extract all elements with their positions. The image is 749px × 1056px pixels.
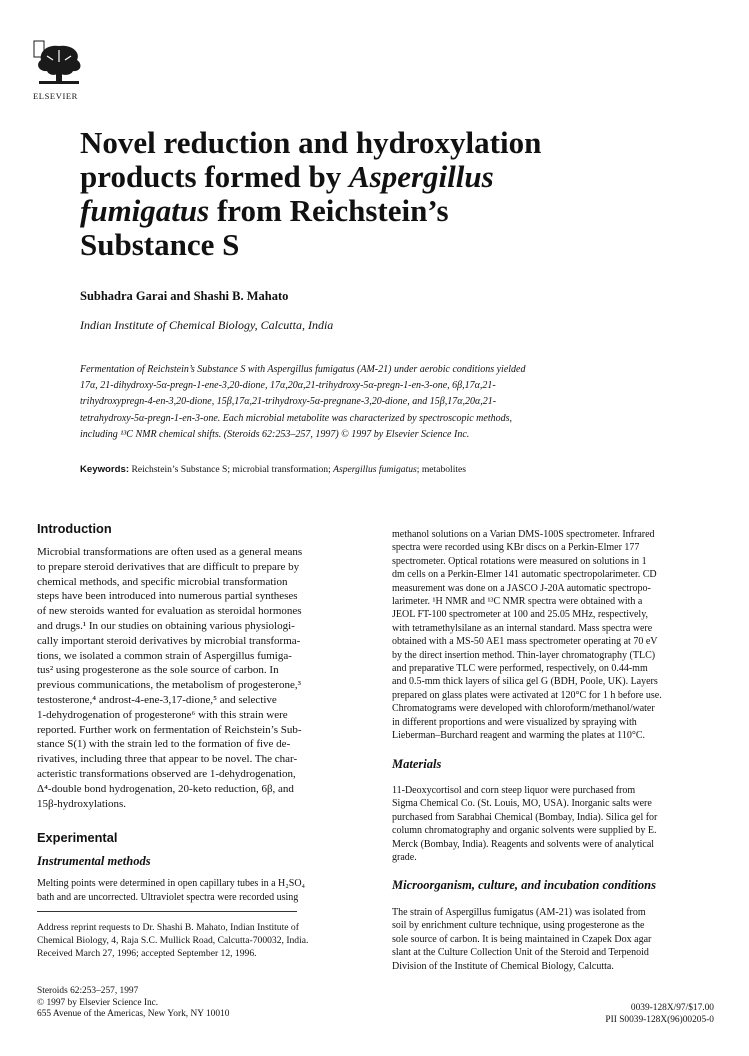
author-list: Subhadra Garai and Shashi B. Mahato: [80, 289, 289, 303]
text-line: 11-Deoxycortisol and corn steep liquor were purchased from: [392, 785, 636, 796]
text-line: sole source of carbon. It is being maintained in Czapek Dox agar: [392, 933, 652, 945]
footer-line: 655 Avenue of the Americas, New York, NY 10010: [37, 1009, 230, 1019]
footer-line: PII S0039-128X(96)00205-0: [605, 1014, 714, 1025]
text-line: in different proportions and were visualized by spraying with: [392, 716, 637, 728]
footer-line: 0039-128X/97/$17.00: [630, 1003, 714, 1013]
elsevier-tree-logo: [33, 40, 85, 88]
issn-pii-footer: [520, 1003, 714, 1026]
text-line: spectra were recorded using KBr discs on a Perkin-Elmer 177: [392, 542, 640, 554]
text-line: steps have been introduced into numerous partial syntheses: [37, 590, 298, 603]
footnote-line: Address reprint requests to Dr. Shashi B. Mahato, Indian Institute of: [37, 922, 299, 933]
text-line: slant at the Culture Collection Unit of the Steroid and Terpenoid: [392, 947, 649, 959]
text-line: tus² using progesterone as the sole source of carbon. In: [37, 664, 279, 677]
abstract: [80, 362, 680, 443]
text-line: with tetramethylsilane as an internal standard. Mass spectra were: [392, 622, 653, 634]
text-line: cally important steroid derivatives by microbial transforma-: [37, 634, 301, 647]
text-line: rivatives, including three that appear to be novel. The char-: [37, 753, 298, 766]
title-line-4: Substance S: [80, 227, 240, 262]
abstract-line: tetrahydroxy-5α-pregn-1-en-3-one. Each microbial metabolite was characterized by spectroscopic methods,: [80, 412, 512, 424]
abstract-line: including ¹³C NMR chemical shifts. (Steroids 62:253–257, 1997) © 1997 by Elsevier Science Inc.: [80, 428, 470, 440]
text-line: of new steroids wanted for evaluation as steroidal hormones: [37, 605, 302, 618]
keywords-label: Keywords:: [80, 464, 130, 475]
text-line: purchased from Sarabhai Chemical (Bombay, India). Silica gel for: [392, 811, 658, 823]
text-line: 15β-hydroxylations.: [37, 797, 127, 810]
abstract-line: 17α, 21-dihydroxy-5α-pregn-1-ene-3,20-dione, 17α,20α,21-trihydroxy-5α-pregn-1-en-3-one, 6β,17α,21-: [80, 380, 496, 392]
text-line: Merck (Bombay, India). Reagents and solvents were of analytical: [392, 838, 655, 850]
footnote-divider: [37, 911, 297, 912]
text-line: and preparative TLC were performed, respectively, on 0.44-mm: [392, 663, 648, 675]
text-line: measurement was done on a JASCO J-20A automatic spectropo-: [392, 582, 651, 594]
text-line: by the direct insertion method. Thin-layer chromatography (TLC): [392, 649, 656, 661]
journal-citation-footer: [37, 986, 229, 1021]
text-line: Chromatograms were developed with chloroform/methanol/water: [392, 703, 655, 715]
footnote-line: Received March 27, 1996; accepted September 12, 1996.: [37, 948, 257, 960]
abstract-line: Fermentation of Reichstein’s Substance S with Aspergillus fumigatus (AM-21) under aerobic conditions yielded: [80, 364, 526, 375]
text-line: chemical methods, and specific microbial transformation: [37, 575, 288, 588]
correspondence-footnote: [37, 921, 308, 961]
text-line: grade.: [392, 852, 417, 864]
title-line-1: Novel reduction and hydroxylation: [80, 125, 542, 160]
text-line: tions, we isolated a common strain of Aspergillus fumiga-: [37, 649, 292, 662]
text-line: The strain of Aspergillus fumigatus (AM-21) was isolated from: [392, 907, 646, 918]
keywords: Keywords: Reichstein’s Substance S; microbial transformation; Aspergillus fumigatus; metabolites: [80, 464, 467, 475]
materials-text: [392, 784, 657, 864]
microorganism-text: [392, 906, 651, 973]
text-line: JEOL FT-100 spectrometer at 100 and 25.05 MHz, respectively,: [392, 609, 649, 621]
footer-line: © 1997 by Elsevier Science Inc.: [37, 997, 159, 1008]
text-line: Δ⁴-double bond hydrogenation, 20-keto reduction, 6β, and: [37, 782, 294, 795]
instrumental-methods-text: [37, 877, 305, 904]
text-line: bath and are uncorrected. Ultraviolet spectra were recorded using: [37, 891, 299, 903]
introduction-text: [37, 545, 302, 811]
text-line: to prepare steroid derivatives that are difficult to prepare by: [37, 560, 300, 573]
text-line: larimeter. ¹H NMR and ¹³C NMR spectra were obtained with a: [392, 596, 643, 608]
text-line: soil by enrichment culture technique, using progesterone as the: [392, 920, 645, 932]
instrumental-methods-heading: Instrumental methods: [37, 854, 151, 868]
text-line: methanol solutions on a Varian DMS-100S spectrometer. Infrared: [392, 529, 655, 540]
title-line-2: products formed by Aspergillus: [80, 159, 494, 194]
footer-line: Steroids 62:253–257, 1997: [37, 986, 139, 996]
text-line: reported. Further work on fermentation of Reichstein’s Sub-: [37, 723, 302, 736]
text-line: and 0.5-mm thick layers of silica gel G (BDH, Poole, UK). Layers: [392, 676, 658, 688]
text-line: Microbial transformations are often used as a general means: [37, 546, 303, 558]
text-line: previous communications, the metabolism of progesterone,³: [37, 679, 301, 692]
title-line-3: fumigatus from Reichstein’s: [80, 193, 449, 228]
text-line: spectrometer. Optical rotations were measured on solutions in 1: [392, 555, 647, 567]
text-line: prepared on glass plates were activated at 120°C for 1 h before use.: [392, 689, 662, 701]
text-line: and drugs.¹ In our studies on obtaining various physiologi-: [37, 619, 295, 632]
instrumental-continued-text: [392, 528, 662, 743]
text-line: dm cells on a Perkin-Elmer 141 automatic spectropolarimeter. CD: [392, 569, 657, 581]
article-title: [80, 126, 640, 262]
text-line: obtained with a MS-50 AE1 mass spectrometer operating at 70 eV: [392, 636, 658, 648]
footnote-line: Chemical Biology, 4, Raja S.C. Mullick Road, Calcutta-700032, India.: [37, 935, 309, 947]
text-line: Division of the Institute of Chemical Biology, Calcutta.: [392, 960, 614, 972]
materials-heading: Materials: [392, 757, 442, 771]
text-line: Sigma Chemical Co. (St. Louis, MO, USA). Inorganic salts were: [392, 798, 652, 810]
text-line: 1-dehydrogenation of progesterone⁶ with this strain were: [37, 708, 288, 721]
text-line: column chromatography and organic solvents were supplied by E.: [392, 825, 657, 837]
publisher-name: ELSEVIER: [33, 91, 78, 101]
experimental-heading: Experimental: [37, 830, 118, 845]
microorganism-heading: Microorganism, culture, and incubation conditions: [392, 878, 656, 892]
text-line: Lieberman–Burchard reagent and warming the plates at 110°C.: [392, 730, 645, 742]
affiliation: Indian Institute of Chemical Biology, Calcutta, India: [80, 318, 334, 332]
text-line: stance S(1) with the strain led to the formation of five de-: [37, 738, 291, 751]
text-line: Melting points were determined in open capillary tubes in a H₂SO₄: [37, 878, 306, 889]
text-line: testosterone,⁴ androst-4-ene-3,17-dione,⁵ and selective: [37, 693, 277, 706]
text-line: acteristic transformations observed are 1-dehydrogenation,: [37, 767, 296, 780]
introduction-heading: Introduction: [37, 521, 112, 536]
abstract-line: trihydroxypregn-4-en-3,20-dione, 15β,17α,21-trihydroxy-5α-pregnane-3,20-dione, and 15β,17α,20α,21-: [80, 396, 497, 408]
